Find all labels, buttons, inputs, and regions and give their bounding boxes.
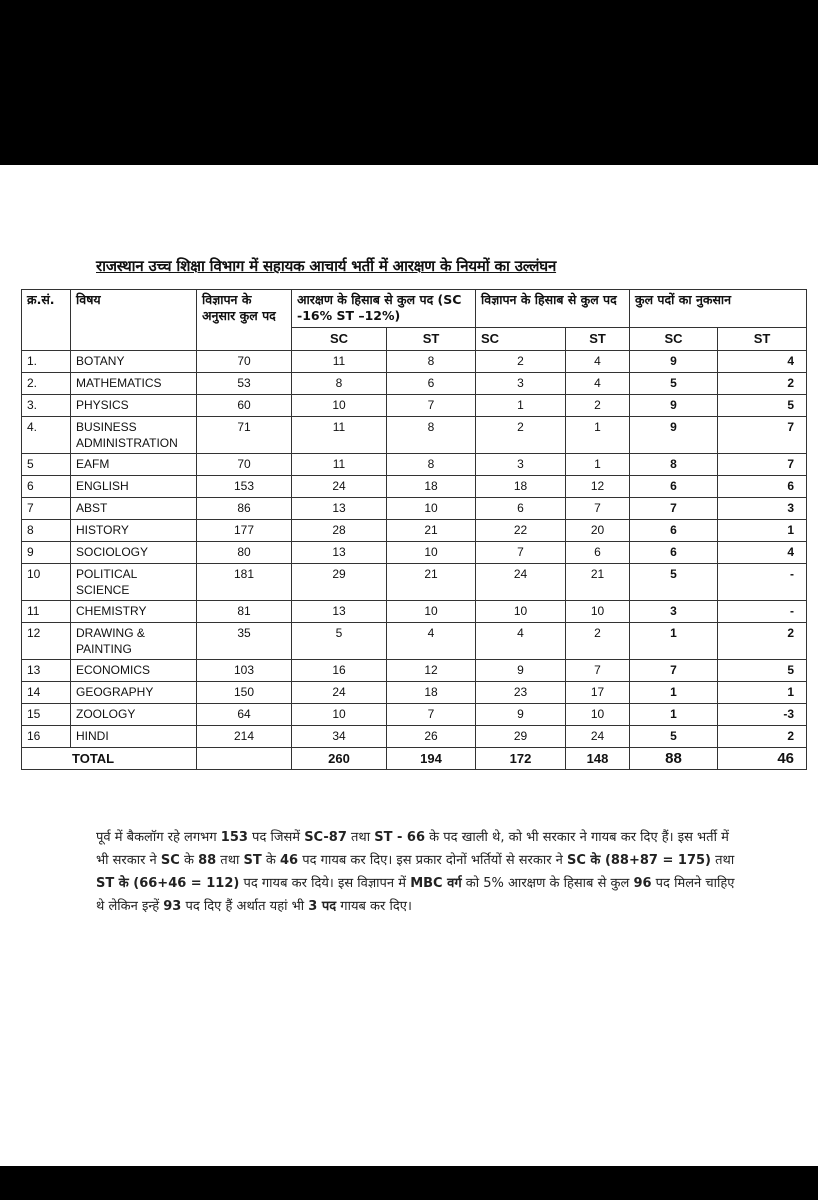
cell-sno: 1.: [22, 351, 71, 373]
cell-sno: 14: [22, 682, 71, 704]
cell-total: 181: [197, 564, 292, 601]
cell-adv-st: 4: [566, 351, 630, 373]
cell-loss-st: 2: [718, 373, 807, 395]
cell-res-sc: 11: [292, 351, 387, 373]
cell-res-st: 18: [387, 476, 476, 498]
total-adv-st: 148: [566, 748, 630, 770]
cell-sno: 7: [22, 498, 71, 520]
cell-adv-sc: 1: [476, 395, 566, 417]
cell-sno: 13: [22, 660, 71, 682]
cell-sno: 4.: [22, 417, 71, 454]
cell-loss-st: -: [718, 564, 807, 601]
header-subject: विषय: [71, 290, 197, 351]
cell-total: 80: [197, 542, 292, 564]
cell-loss-sc: 1: [630, 682, 718, 704]
cell-total: 35: [197, 623, 292, 660]
total-res-st: 194: [387, 748, 476, 770]
cell-loss-sc: 9: [630, 395, 718, 417]
cell-res-sc: 8: [292, 373, 387, 395]
cell-res-sc: 10: [292, 704, 387, 726]
cell-loss-st: 5: [718, 395, 807, 417]
cell-loss-sc: 6: [630, 476, 718, 498]
header-loss: कुल पदों का नुकसान: [630, 290, 807, 328]
cell-total: 64: [197, 704, 292, 726]
header-adv-st: ST: [566, 328, 630, 351]
table-row: [22, 601, 807, 623]
cell-loss-st: 1: [718, 520, 807, 542]
cell-adv-sc: 24: [476, 564, 566, 601]
top-black-bar: [0, 0, 818, 165]
cell-loss-sc: 9: [630, 351, 718, 373]
table-row: [22, 395, 807, 417]
cell-total: 70: [197, 454, 292, 476]
cell-sno: 15: [22, 704, 71, 726]
header-as-per-advt: विज्ञापन के हिसाब से कुल पद: [476, 290, 630, 328]
table-row: [22, 660, 807, 682]
cell-res-sc: 10: [292, 395, 387, 417]
table-row: [22, 726, 807, 748]
total-row: [22, 748, 807, 770]
cell-sno: 10: [22, 564, 71, 601]
header-loss-st: ST: [718, 328, 807, 351]
cell-res-st: 6: [387, 373, 476, 395]
cell-adv-sc: 7: [476, 542, 566, 564]
cell-loss-st: -3: [718, 704, 807, 726]
cell-adv-st: 20: [566, 520, 630, 542]
cell-res-sc: 5: [292, 623, 387, 660]
cell-adv-st: 2: [566, 623, 630, 660]
cell-sno: 9: [22, 542, 71, 564]
cell-loss-sc: 6: [630, 520, 718, 542]
cell-loss-st: -: [718, 601, 807, 623]
cell-adv-sc: 6: [476, 498, 566, 520]
cell-res-sc: 24: [292, 682, 387, 704]
cell-res-st: 26: [387, 726, 476, 748]
cell-total: 177: [197, 520, 292, 542]
cell-subject: GEOGRAPHY: [71, 682, 197, 704]
cell-adv-sc: 4: [476, 623, 566, 660]
cell-adv-st: 24: [566, 726, 630, 748]
table-row: [22, 476, 807, 498]
cell-adv-sc: 2: [476, 351, 566, 373]
cell-loss-st: 7: [718, 417, 807, 454]
table-row: [22, 704, 807, 726]
cell-loss-sc: 1: [630, 623, 718, 660]
table-row: [22, 498, 807, 520]
cell-adv-sc: 3: [476, 373, 566, 395]
table-body: [22, 351, 807, 748]
cell-loss-st: 7: [718, 454, 807, 476]
cell-subject: HINDI: [71, 726, 197, 748]
cell-res-sc: 16: [292, 660, 387, 682]
cell-res-st: 10: [387, 498, 476, 520]
page-title: राजस्थान उच्च शिक्षा विभाग में सहायक आचार्य भर्ती में आरक्षण के नियमों का उल्लंघन: [96, 257, 557, 275]
cell-res-st: 21: [387, 520, 476, 542]
table-row: [22, 417, 807, 454]
cell-res-sc: 11: [292, 454, 387, 476]
cell-loss-sc: 8: [630, 454, 718, 476]
bottom-black-bar: [0, 1166, 818, 1200]
cell-total: 81: [197, 601, 292, 623]
header-total-posts: विज्ञापन के अनुसार कुल पद: [197, 290, 292, 351]
cell-res-sc: 13: [292, 498, 387, 520]
cell-subject: SOCIOLOGY: [71, 542, 197, 564]
cell-total: 150: [197, 682, 292, 704]
cell-adv-st: 2: [566, 395, 630, 417]
cell-loss-st: 1: [718, 682, 807, 704]
table-row: [22, 564, 807, 601]
table-row: [22, 682, 807, 704]
cell-adv-sc: 9: [476, 660, 566, 682]
cell-sno: 6: [22, 476, 71, 498]
header-as-per-reservation: आरक्षण के हिसाब से कुल पद (SC -16% ST –12%): [292, 290, 476, 328]
cell-loss-st: 2: [718, 623, 807, 660]
cell-res-sc: 13: [292, 542, 387, 564]
cell-res-st: 21: [387, 564, 476, 601]
cell-subject: ENGLISH: [71, 476, 197, 498]
cell-subject: EAFM: [71, 454, 197, 476]
cell-adv-st: 21: [566, 564, 630, 601]
header-adv-sc: SC: [476, 328, 566, 351]
table-row: [22, 454, 807, 476]
cell-res-sc: 24: [292, 476, 387, 498]
cell-total: 103: [197, 660, 292, 682]
cell-adv-sc: 10: [476, 601, 566, 623]
header-loss-sc: SC: [630, 328, 718, 351]
cell-total: 70: [197, 351, 292, 373]
cell-loss-st: 2: [718, 726, 807, 748]
cell-subject: BUSINESS ADMINISTRATION: [71, 417, 197, 454]
cell-adv-st: 17: [566, 682, 630, 704]
cell-sno: 12: [22, 623, 71, 660]
cell-adv-st: 12: [566, 476, 630, 498]
cell-res-st: 7: [387, 395, 476, 417]
cell-adv-st: 10: [566, 601, 630, 623]
cell-adv-st: 6: [566, 542, 630, 564]
cell-total: 71: [197, 417, 292, 454]
total-cell-empty: [197, 748, 292, 770]
cell-loss-sc: 3: [630, 601, 718, 623]
cell-res-st: 18: [387, 682, 476, 704]
cell-subject: CHEMISTRY: [71, 601, 197, 623]
cell-subject: MATHEMATICS: [71, 373, 197, 395]
cell-adv-sc: 18: [476, 476, 566, 498]
cell-adv-sc: 29: [476, 726, 566, 748]
cell-adv-sc: 23: [476, 682, 566, 704]
cell-loss-sc: 6: [630, 542, 718, 564]
cell-adv-st: 7: [566, 498, 630, 520]
cell-loss-st: 5: [718, 660, 807, 682]
cell-loss-sc: 5: [630, 373, 718, 395]
cell-adv-sc: 3: [476, 454, 566, 476]
cell-res-st: 8: [387, 351, 476, 373]
cell-sno: 8: [22, 520, 71, 542]
cell-sno: 3.: [22, 395, 71, 417]
cell-sno: 16: [22, 726, 71, 748]
header-res-sc: SC: [292, 328, 387, 351]
cell-adv-st: 1: [566, 454, 630, 476]
cell-adv-sc: 9: [476, 704, 566, 726]
table-row: [22, 351, 807, 373]
cell-loss-sc: 9: [630, 417, 718, 454]
cell-total: 153: [197, 476, 292, 498]
cell-res-sc: 34: [292, 726, 387, 748]
cell-adv-st: 4: [566, 373, 630, 395]
cell-adv-sc: 2: [476, 417, 566, 454]
cell-subject: BOTANY: [71, 351, 197, 373]
cell-res-st: 10: [387, 542, 476, 564]
cell-sno: 11: [22, 601, 71, 623]
cell-total: 53: [197, 373, 292, 395]
cell-res-st: 7: [387, 704, 476, 726]
total-loss-sc: 88: [630, 748, 718, 770]
cell-subject: DRAWING & PAINTING: [71, 623, 197, 660]
cell-total: 60: [197, 395, 292, 417]
cell-res-st: 8: [387, 417, 476, 454]
cell-loss-sc: 5: [630, 726, 718, 748]
cell-subject: POLITICAL SCIENCE: [71, 564, 197, 601]
cell-total: 86: [197, 498, 292, 520]
table-row: [22, 520, 807, 542]
cell-loss-st: 4: [718, 542, 807, 564]
cell-loss-sc: 5: [630, 564, 718, 601]
cell-res-st: 4: [387, 623, 476, 660]
cell-res-sc: 13: [292, 601, 387, 623]
header-sno: क्र.सं.: [22, 290, 71, 351]
cell-res-sc: 29: [292, 564, 387, 601]
cell-subject: PHYSICS: [71, 395, 197, 417]
summary-paragraph: पूर्व में बैकलॉग रहे लगभग 153 पद जिसमें SC-87 तथा ST - 66 के पद खाली थे, को भी सरकार ने गायब कर दिए हैं। इस भर्ती में भी सरकार ने SC के 88 तथा ST के 46 पद गायब कर दिए। इस प्रकार दोनों भर्तियों से सरकार ने SC के (88+87 = 175) तथा ST के (66+46 = 112) पद गायब कर दिये। इस विज्ञापन में MBC वर्ग को 5% आरक्षण के हिसाब से कुल 96 पद मिलने चाहिए थे लेकिन इन्हें 93 पद दिए हैं अर्थात यहां भी 3 पद गायब कर दिए।: [96, 830, 735, 914]
cell-loss-sc: 7: [630, 660, 718, 682]
cell-sno: 2.: [22, 373, 71, 395]
table-row: [22, 542, 807, 564]
table-row: [22, 623, 807, 660]
total-adv-sc: 172: [476, 748, 566, 770]
header-res-st: ST: [387, 328, 476, 351]
total-loss-st: 46: [718, 748, 807, 770]
cell-res-sc: 28: [292, 520, 387, 542]
cell-subject: ZOOLOGY: [71, 704, 197, 726]
table-row: [22, 373, 807, 395]
cell-subject: ABST: [71, 498, 197, 520]
cell-res-st: 8: [387, 454, 476, 476]
total-label: TOTAL: [22, 748, 197, 770]
cell-adv-st: 10: [566, 704, 630, 726]
cell-loss-sc: 1: [630, 704, 718, 726]
cell-loss-st: 3: [718, 498, 807, 520]
cell-total: 214: [197, 726, 292, 748]
cell-res-st: 12: [387, 660, 476, 682]
cell-adv-st: 1: [566, 417, 630, 454]
cell-adv-sc: 22: [476, 520, 566, 542]
cell-loss-sc: 7: [630, 498, 718, 520]
cell-adv-st: 7: [566, 660, 630, 682]
cell-sno: 5: [22, 454, 71, 476]
cell-loss-st: 6: [718, 476, 807, 498]
cell-subject: ECONOMICS: [71, 660, 197, 682]
total-res-sc: 260: [292, 748, 387, 770]
header-row: [22, 290, 807, 328]
cell-res-sc: 11: [292, 417, 387, 454]
reservation-table: [21, 289, 807, 770]
cell-subject: HISTORY: [71, 520, 197, 542]
cell-loss-st: 4: [718, 351, 807, 373]
cell-res-st: 10: [387, 601, 476, 623]
